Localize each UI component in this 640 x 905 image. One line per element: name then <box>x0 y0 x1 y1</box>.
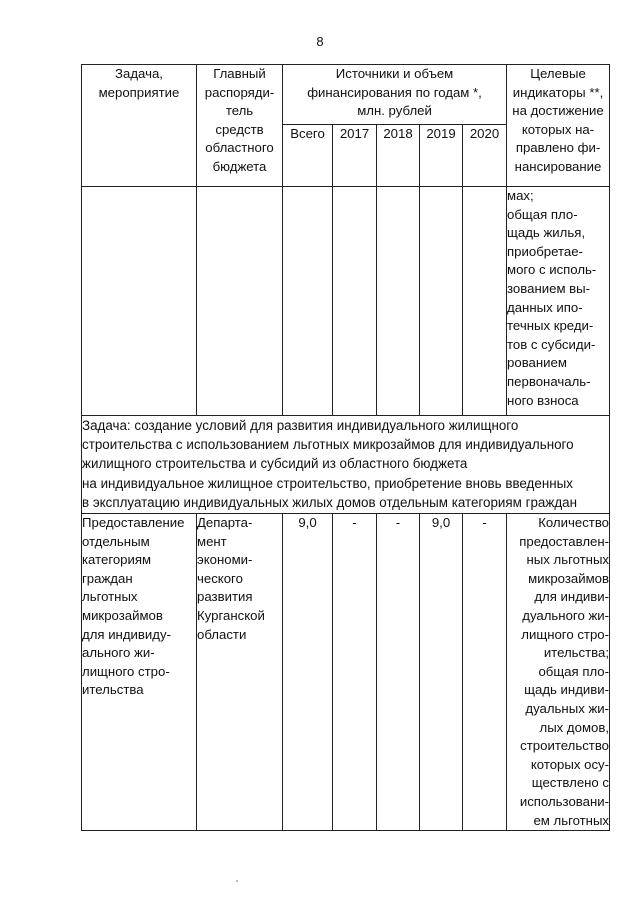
continuation-indicator: мах; общая пло- щадь жилья, приобретае- мого с исполь- зованием вы- данных ипо- течных креди- тов с субсиди- рованием первоначаль- ного взноса <box>507 187 610 416</box>
header-funding: Источники и объем финансирования по годам *, млн. рублей <box>283 65 507 125</box>
empty-cell <box>333 187 377 416</box>
measure-indicator: Количество предоставлен- ных льготных микрозаймов для индиви- дуального жи- лищного стро- ительства; общая пло- щадь индиви- дуальных жи- лых домов, строительство которых осу- ществлено с использовани- ем льготных <box>507 514 610 831</box>
value-2017: - <box>333 514 377 831</box>
task-description: Задача: создание условий для развития индивидуального жилищного строительства с использованием льготных микрозаймов для индивидуального жилищного строительства и субсидий из областного бюджета на индивидуальное жилищное строительство, приобретение вновь введенных в эксплуатацию индивидуальных жилых домов отдельным категориям граждан <box>82 416 610 514</box>
header-year-2020: 2020 <box>463 125 507 187</box>
header-year-2017: 2017 <box>333 125 377 187</box>
header-admin: Главный распоряди- тель средств областного бюджета <box>197 65 283 187</box>
measure-name: Предоставление отдельным категориям граждан льготных микрозаймов для индивиду- ального жи- лищного стро- ительства <box>82 514 197 831</box>
empty-cell <box>283 187 333 416</box>
empty-cell <box>197 187 283 416</box>
measure-row <box>82 514 610 831</box>
empty-cell <box>463 187 507 416</box>
value-2020: - <box>463 514 507 831</box>
header-year-2018: 2018 <box>377 125 420 187</box>
header-indicators: Целевые индикаторы **, на достижение которых на- правлено фи- нансирование <box>507 65 610 187</box>
header-task: Задача, мероприятие <box>82 65 197 187</box>
empty-cell <box>420 187 463 416</box>
scan-speck <box>236 880 238 882</box>
financing-table <box>81 64 610 831</box>
value-total: 9,0 <box>283 514 333 831</box>
empty-cell <box>82 187 197 416</box>
value-2019: 9,0 <box>420 514 463 831</box>
measure-admin: Департа- мент экономи- ческого развития Курганской области <box>197 514 283 831</box>
value-2018: - <box>377 514 420 831</box>
header-year-total: Всего <box>283 125 333 187</box>
header-year-2019: 2019 <box>420 125 463 187</box>
page-number: 8 <box>316 34 324 49</box>
continuation-row <box>82 187 610 416</box>
empty-cell <box>377 187 420 416</box>
